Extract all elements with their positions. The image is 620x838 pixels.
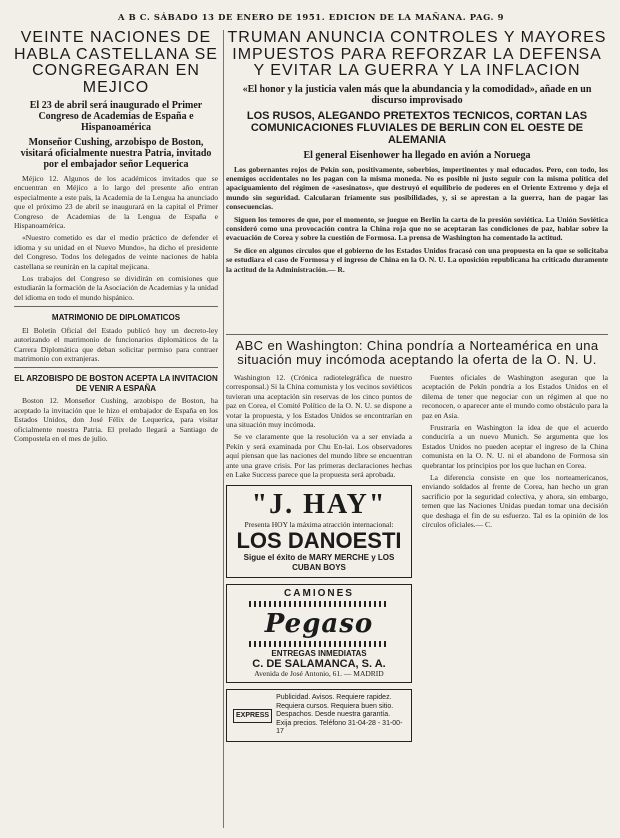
ad-line: ENTREGAS INMEDIATAS xyxy=(271,649,367,659)
headline-washington: ABC en Washington: China pondría a Norteamérica en una situación muy incómoda aceptando la oferta de la O. N. U. xyxy=(235,338,599,367)
ad-text: Publicidad. Avisos. Requiere rapidez. Requiera cursos. Requiera buen sitio. Despachos. Desde nuestra garantía. Exija precios. Teléfono 31-04-28 - 31-00-17 xyxy=(276,694,403,736)
article-paragraph: El Boletín Oficial del Estado publicó hoy un decreto-ley autorizando el matrimonio de funcionarios diplomáticos de la Carrera Diplomática que deban solicitar permiso para contraer matrimonio con extranjeras. xyxy=(14,325,218,363)
ad-line: Presenta HOY la máxima atracción internacional: xyxy=(244,520,394,530)
article-paragraph: Boston 12. Monseñor Cushing, arzobispo de Boston, ha aceptado la invitación que le hizo el embajador de España en los Estados Unidos, don José Félix de Lequerica, para visitar oficialmente nuestra Patria. El prelado llegará a Santiago de Compostela en el mes de julio. xyxy=(14,396,218,444)
headline-berlin: LOS RUSOS, ALEGANDO PRETEXTOS TECNICOS, CORTAN LAS COMUNICACIONES FLUVIALES DE BERLIN CON EL OESTE DE ALEMANIA xyxy=(246,109,588,146)
ad-stripe xyxy=(249,601,389,607)
ad-stripe xyxy=(249,641,389,647)
section-heading-arzobispo: EL ARZOBISPO DE BOSTON ACEPTA LA INVITACION DE VENIR A ESPAÑA xyxy=(14,374,218,393)
divider xyxy=(14,306,218,307)
headline-congreso: VEINTE NACIONES DE HABLA CASTELLANA SE CONGREGARAN EN MEJICO xyxy=(14,30,218,96)
ad-line: Sigue el éxito de MARY MERCHE y LOS CUBAN BOYS xyxy=(243,553,395,573)
pegaso-logo: Pegaso xyxy=(264,609,374,640)
ad-address: Avenida de José Antonio, 61. — MADRID xyxy=(254,669,384,679)
article-paragraph: Fuentes oficiales de Washington aseguran que la aceptación de Pekín pondría a los Estados Unidos en el dilema de tener que negociar con un régimen al que no reconocen, o aparecer ante el mundo como obstáculo para la paz en Asia. xyxy=(422,373,608,420)
ad-act: LOS DANOESTI xyxy=(236,528,402,554)
article-paragraph: Se dice en algunos círculos que el gobierno de los Estados Unidos fracasó con una propuesta en la que se solicitaba se estudiara el caso de Formosa y el ingreso de China en la O. N. U. La oposición republicana ha criticado duramente la actitud de la Administración.— R. xyxy=(226,245,608,274)
article-paragraph: Frustraría en Washington la idea de que el acuerdo conduciría a un nuevo Munich. Se argumenta que los Estados Unidos no pueden aceptar el ingreso de la China comunista en la O. N. U. ni el abandono de Formosa sin quebrantar los principios por los que luchan en Corea. xyxy=(422,423,608,470)
article-paragraph: Siguen los temores de que, por el momento, se juegue en Berlín la carta de la presión soviética. La Unión Soviética consideró como una provocación contra la China roja que no se aceptaran las condiciones de paz, hablar sobre la evacuación de Corea y sobre la cuestión de Formosa. La prensa de Washington ha comentado la actitud. xyxy=(226,214,608,243)
divider xyxy=(226,334,608,335)
article-paragraph: Washington 12. (Crónica radiotelegráfica de nuestro corresponsal.) Si la China comunista y los vecinos soviéticos tuvieran una aceptación sin reservas de los cinco puntos de paz en Corea, el Comité Político de la O. N. U. se dispone a votar la propuesta, y los Estados Unidos se encontrarían en una situación muy incómoda. xyxy=(226,373,412,430)
article-paragraph: Méjico 12. Algunos de los académicos invitados que se encuentran en Méjico a lo largo del presente año entran especialmente a este país, la Academia de la Lengua ha anunciado que el próximo 23 de abril se inaugurará en la capital el Primer Congreso de Academias de la Lengua de España e Hispanoamérica. xyxy=(14,174,218,231)
column-right-bottom xyxy=(226,330,608,828)
column-right-top xyxy=(226,30,608,330)
column-left xyxy=(14,30,224,828)
advertisement-pegaso xyxy=(226,584,412,683)
subcolumn-right xyxy=(422,370,608,533)
subcolumn-left xyxy=(226,370,412,748)
ad-company: C. DE SALAMANCA, S. A. xyxy=(252,658,386,671)
article-paragraph: «Nuestro cometido es dar el medio práctico de defender el idioma y su unidad en el Nuevo Mundo», ha dicho el presidente del Congreso. Todos los delegados de veinte naciones de habla castellana se reunirán en la capital mejicana. xyxy=(14,233,218,271)
advertisement-express xyxy=(226,689,412,742)
ad-title: "J. HAY" xyxy=(251,489,387,521)
byline-eisenhower: El general Eisenhower ha llegado en avión a Noruega xyxy=(303,149,531,161)
subhead-truman: «El honor y la justicia valen más que la abundancia y la comodidad», añade en un discurso improvisado xyxy=(242,83,592,106)
advertisement-jhay xyxy=(226,485,412,578)
subhead-cushing: Monseñor Cushing, arzobispo de Boston, visitará oficialmente nuestra Patria, invitado por el embajador señor Lequerica xyxy=(20,137,212,170)
article-paragraph: La diferencia consiste en que los norteamericanos, enviando soldados al frente de Corea, han hecho un gran sacrificio por la seguridad colectiva, y ahora, sin embargo, temen que las Naciones Unidas puedan tomar una decisión que deshaga el fin de su esfuerzo. Tal es la opinión de los círculos oficiales.— C. xyxy=(422,473,608,530)
article-paragraph: Los gobernantes rojos de Pekín son, positivamente, soberbios, impertinentes y mal educados. Pero, con todo, los enemigos occidentales no les pagan con la misma moneda. No es posible ni justo seguir con la misma política del apaciguamiento del régimen de «asesinatos», que destruyó el equilibrio de poderes en el Oriente Extremo y deja el mundo sin seguridad. Calcularan fríamente sus posibilidades, y, si se aprestan a la guerra, han de pagar las consecuencias. xyxy=(226,164,608,212)
article-paragraph: Los trabajos del Congreso se dividirán en comisiones que estudiarán la formación de la Asociación de Academias y la unidad del idioma en todo el mundo hispánico. xyxy=(14,274,218,302)
divider xyxy=(14,367,218,368)
ad-label: EXPRESS xyxy=(233,709,272,723)
headline-truman: TRUMAN ANUNCIA CONTROLES Y MAYORES IMPUESTOS PARA REFORZAR LA DEFENSA Y EVITAR LA GUERRA Y LA INFLACION xyxy=(227,30,607,79)
section-heading-matrimonio: MATRIMONIO DE DIPLOMATICOS xyxy=(51,313,181,323)
newspaper-page xyxy=(14,12,608,828)
article-paragraph: Se ve claramente que la resolución va a ser enviada a Pekín y será examinada por Chu En-lai. Los observadores aquí piensan que las naciones del mundo libre se encuentran ante una grave crisis. Por las primeras declaraciones hechas en Lake Success parece que la propuesta será aprobada. xyxy=(226,432,412,480)
ad-top: CAMIONES xyxy=(284,588,354,600)
subhead-congreso: El 23 de abril será inaugurado el Primer Congreso de Academias de España e Hispanoamérica xyxy=(29,100,203,133)
running-head: A B C. SÁBADO 13 DE ENERO DE 1951. EDICION DE LA MAÑANA. PAG. 9 xyxy=(117,12,505,22)
